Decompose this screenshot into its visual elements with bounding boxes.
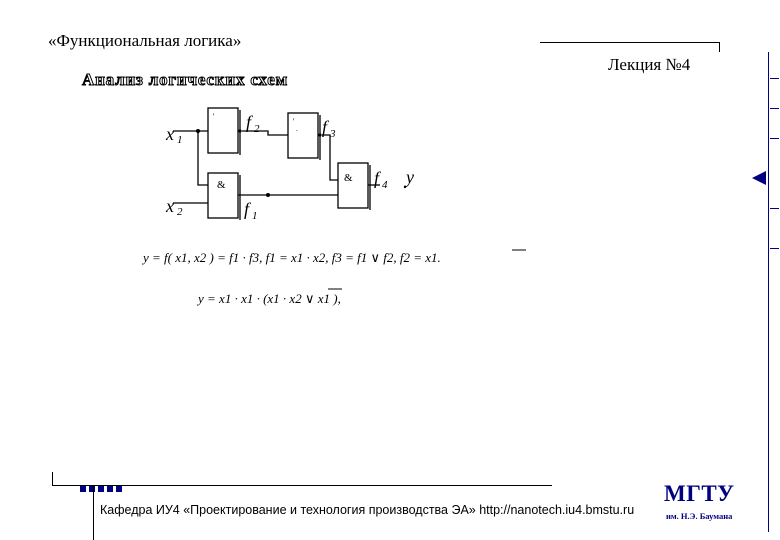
signal-f3-label: f — [322, 117, 328, 137]
svg-text:4: 4 — [382, 179, 388, 191]
footer-squares-icon — [80, 479, 125, 497]
input-x1-label: x — [166, 124, 174, 144]
signal-f1-label: f — [244, 199, 250, 219]
footer-left-tick — [52, 472, 53, 485]
svg-text:.: . — [296, 125, 298, 133]
output-y-label: y — [406, 167, 414, 187]
formula-line-2: y = x1 · x1 · (x1 · x2 ∨ x1 ), — [198, 291, 341, 306]
gate-symbol-and-f1: & — [217, 179, 226, 191]
course-title: «Функциональная логика» — [48, 31, 242, 50]
gate-symbol-f3: ' — [293, 117, 295, 126]
signal-f4-label: f — [374, 168, 380, 188]
footer-rule — [52, 485, 552, 486]
gate-symbol-and-f4: & — [344, 172, 353, 184]
svg-text:2: 2 — [177, 206, 183, 218]
and-gate-f4 — [338, 163, 368, 208]
university-logo-subtitle: им. Н.Э. Баумана — [666, 511, 733, 521]
overbar-x1-2 — [326, 287, 346, 293]
slide-topic: Анализ логических схем — [82, 70, 289, 89]
junction-dot — [266, 193, 270, 197]
svg-text:2: 2 — [254, 123, 260, 135]
junction-dot — [196, 129, 200, 133]
university-logo: МГТУ — [664, 481, 735, 506]
gate-symbol-f2: ' — [213, 112, 215, 121]
input-x2-label: x — [166, 196, 174, 216]
formula-line-1: y = f( x1, x2 ) = f1 · f3, f1 = x1 · x2, f3 = f1 ∨ f2, f2 = x1. — [143, 250, 441, 265]
lecture-number: Лекция №4 — [608, 55, 691, 74]
signal-f2-label: f — [246, 112, 252, 132]
footer-vertical-line — [93, 486, 94, 540]
footer-department: Кафедра ИУ4 «Проектирование и технология производства ЭА» http://nanotech.iu4.bmstu.ru — [100, 503, 635, 517]
svg-text:3: 3 — [330, 128, 336, 140]
svg-text:1: 1 — [252, 210, 258, 222]
inverter-bubble — [238, 129, 241, 132]
overbar-x1 — [510, 248, 530, 254]
svg-text:1: 1 — [177, 134, 183, 146]
